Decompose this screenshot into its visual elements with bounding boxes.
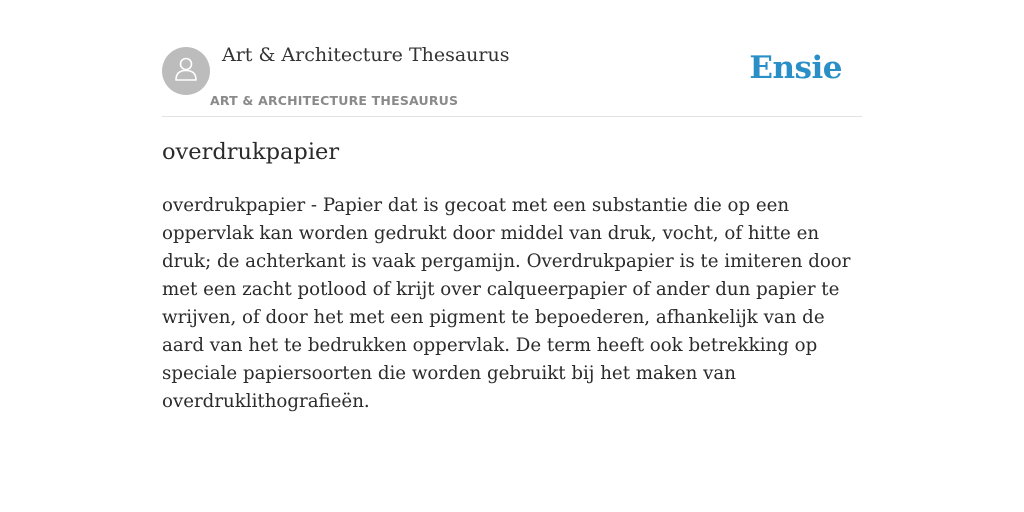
brand-logo[interactable]: Ensie: [749, 50, 842, 86]
source-subtitle: ART & ARCHITECTURE THESAURUS: [210, 93, 459, 108]
term-title: overdrukpapier: [162, 139, 340, 165]
definition-text: overdrukpapier - Papier dat is gecoat met een substantie die op een oppervlak kan worden gedrukt door middel van druk, vocht, of hitte en druk; de achterkant is vaak pergamijn. Overdrukpapier is te imiteren door met een zacht potlood of krijt over calqueerpapier of ander dun papier te wrijven, of door het met een pigment te bepoederen, afhankelijk van de aard van het te bedrukken oppervlak. De term heeft ook betrekking op speciale papiersoorten die worden gebruikt bij het maken van overdruklithografieën.: [162, 195, 851, 412]
source-title-link[interactable]: Art & Architecture Thesaurus: [222, 44, 510, 66]
entry-card: [162, 0, 862, 412]
user-placeholder-icon: [171, 54, 201, 89]
avatar[interactable]: [162, 47, 210, 95]
entry-header: [162, 0, 862, 117]
